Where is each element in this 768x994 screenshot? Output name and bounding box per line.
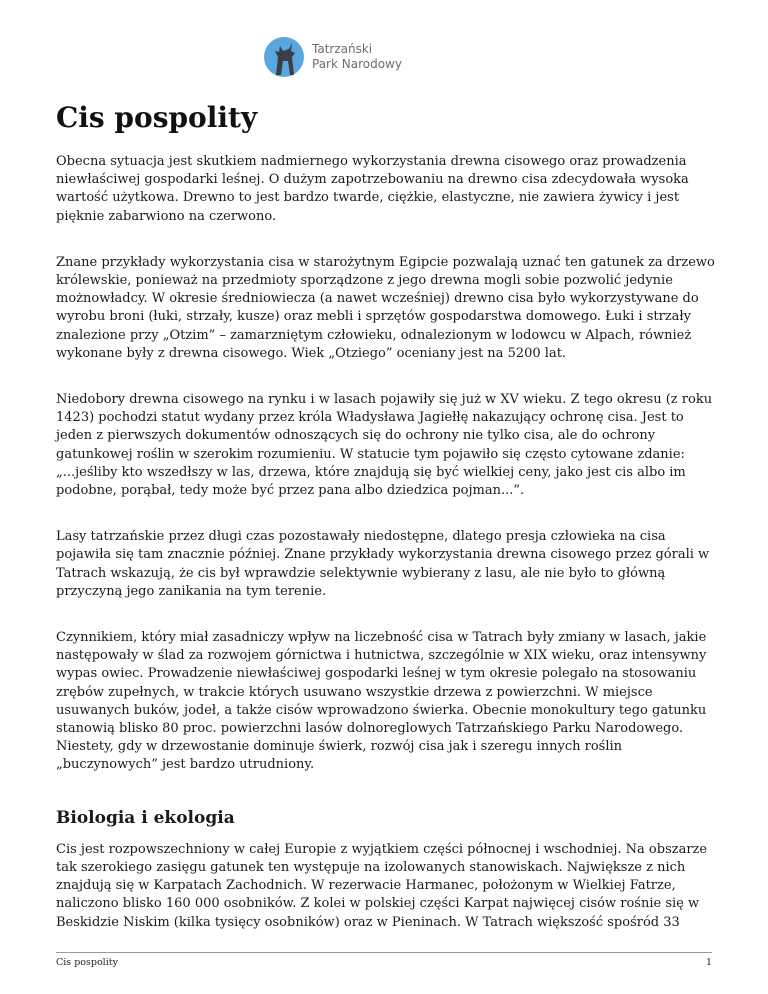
footer-title: Cis pospolity xyxy=(56,957,118,968)
logo-line-1: Tatrzański xyxy=(312,42,373,56)
page-title: Cis pospolity xyxy=(56,101,258,134)
paragraph: Lasy tatrzańskie przez długi czas pozostawały niedostępne, dlatego presja człowieka na cisa pojawiła się tam znacznie później. Znane przykłady wykorzystania drewna cisowego przez górali w Tatrach wskazują, że cis był wprawdzie selektywnie wybierany z lasu, ale nie było to główną przyczyną jego zanikania na tym terenie. xyxy=(56,529,710,599)
paragraph: Niedobory drewna cisowego na rynku i w lasach pojawiły się już w XV wieku. Z tego okresu (z roku 1423) pochodzi statut wydany przez króla Władysława Jagiełłę nakazujący ochronę cisa. Jest to jeden z pierwszych dokumentów odnoszących się do ochrony nie tylko cisa, ale do ochrony gatunkowej roślin w szerokim rozumieniu. W statucie tym pojawiło się często cytowane zdanie: „...jeśliby kto wszedłszy w las, drzewa, które znajdują się być wielkiej ceny, jako jest cis albo im podobne, porąbał, tedy może być przez pana albo dziedzica pojman...”. xyxy=(56,392,713,499)
logo xyxy=(262,34,422,80)
paragraph: Czynnikiem, który miał zasadniczy wpływ na liczebność cisa w Tatrach były zmiany w lasach, jakie następowały w ślad za rozwojem górnictwa i hutnictwa, szczególnie w XIX wieku, oraz intensywny wypas owiec. Prowadzenie niewłaściwej gospodarki leśnej w tym okresie polegało na stosowaniu zrębów zupełnych, w trakcie których usuwano wszystkie drzewa z powierzchni. W miejsce usuwanych buków, jodeł, a także cisów wprowadzono świerka. Obecnie monokultury tego gatunku stanowią blisko 80 proc. powierzchni lasów dolnoreglowych Tatrzańskiego Parku Narodowego. Niestety, gdy w drzewostanie dominuje świerk, rozwój cisa jak i szeregu innych roślin „buczynowych” jest bardzo utrudniony. xyxy=(56,630,707,773)
page-footer xyxy=(56,952,712,968)
paragraph: Znane przykłady wykorzystania cisa w starożytnym Egipcie pozwalają uznać ten gatunek za drzewo królewskie, ponieważ na przedmioty sporządzone z jego drewna mogli sobie pozwolić jedynie możnowładcy. W okresie średniowiecza (a nawet wcześniej) drewno cisa było wykorzystywane do wyrobu broni (łuki, strzały, kusze) oraz mebli i sprzętów gospodarstwa domowego. Łuki i strzały znalezione przy „Otzim” – zamarzniętym człowieku, odnalezionym w lodowcu w Alpach, również wykonane były z drewna cisowego. Wiek „Otziego” oceniany jest na 5200 lat. xyxy=(56,254,715,361)
logo-line-2: Park Narodowy xyxy=(312,57,402,71)
paragraph: Cis jest rozpowszechniony w całej Europie z wyjątkiem części północnej i wschodniej. Na obszarze tak szerokiego zasięgu gatunek ten występuje na izolowanych stanowiskach. Największe z nich znajdują się w Karpatach Zachodnich. W rezerwacie Harmanec, położonym w Wielkiej Fatrze, naliczono blisko 160 000 osobników. Z kolei w polskiej części Karpat najwięcej cisów rośnie się w Beskidzie Niskim (kilka tysięcy osobników) oraz w Pieninach. W Tatrach większość spośród 33 xyxy=(56,841,708,930)
page-number: 1 xyxy=(705,957,712,968)
section-heading: Biologia i ekologia xyxy=(56,807,235,828)
document-body xyxy=(56,153,716,960)
paragraph: Obecna sytuacja jest skutkiem nadmiernego wykorzystania drewna cisowego oraz prowadzenia niewłaściwej gospodarki leśnej. O dużym zapotrzebowaniu na drewno cisa zdecydowała wysoka wartość użytkowa. Drewno to jest bardzo twarde, ciężkie, elastyczne, nie zawiera żywicy i jest pięknie zabarwiono na czerwono. xyxy=(56,154,689,224)
park-logo-icon xyxy=(262,35,306,79)
